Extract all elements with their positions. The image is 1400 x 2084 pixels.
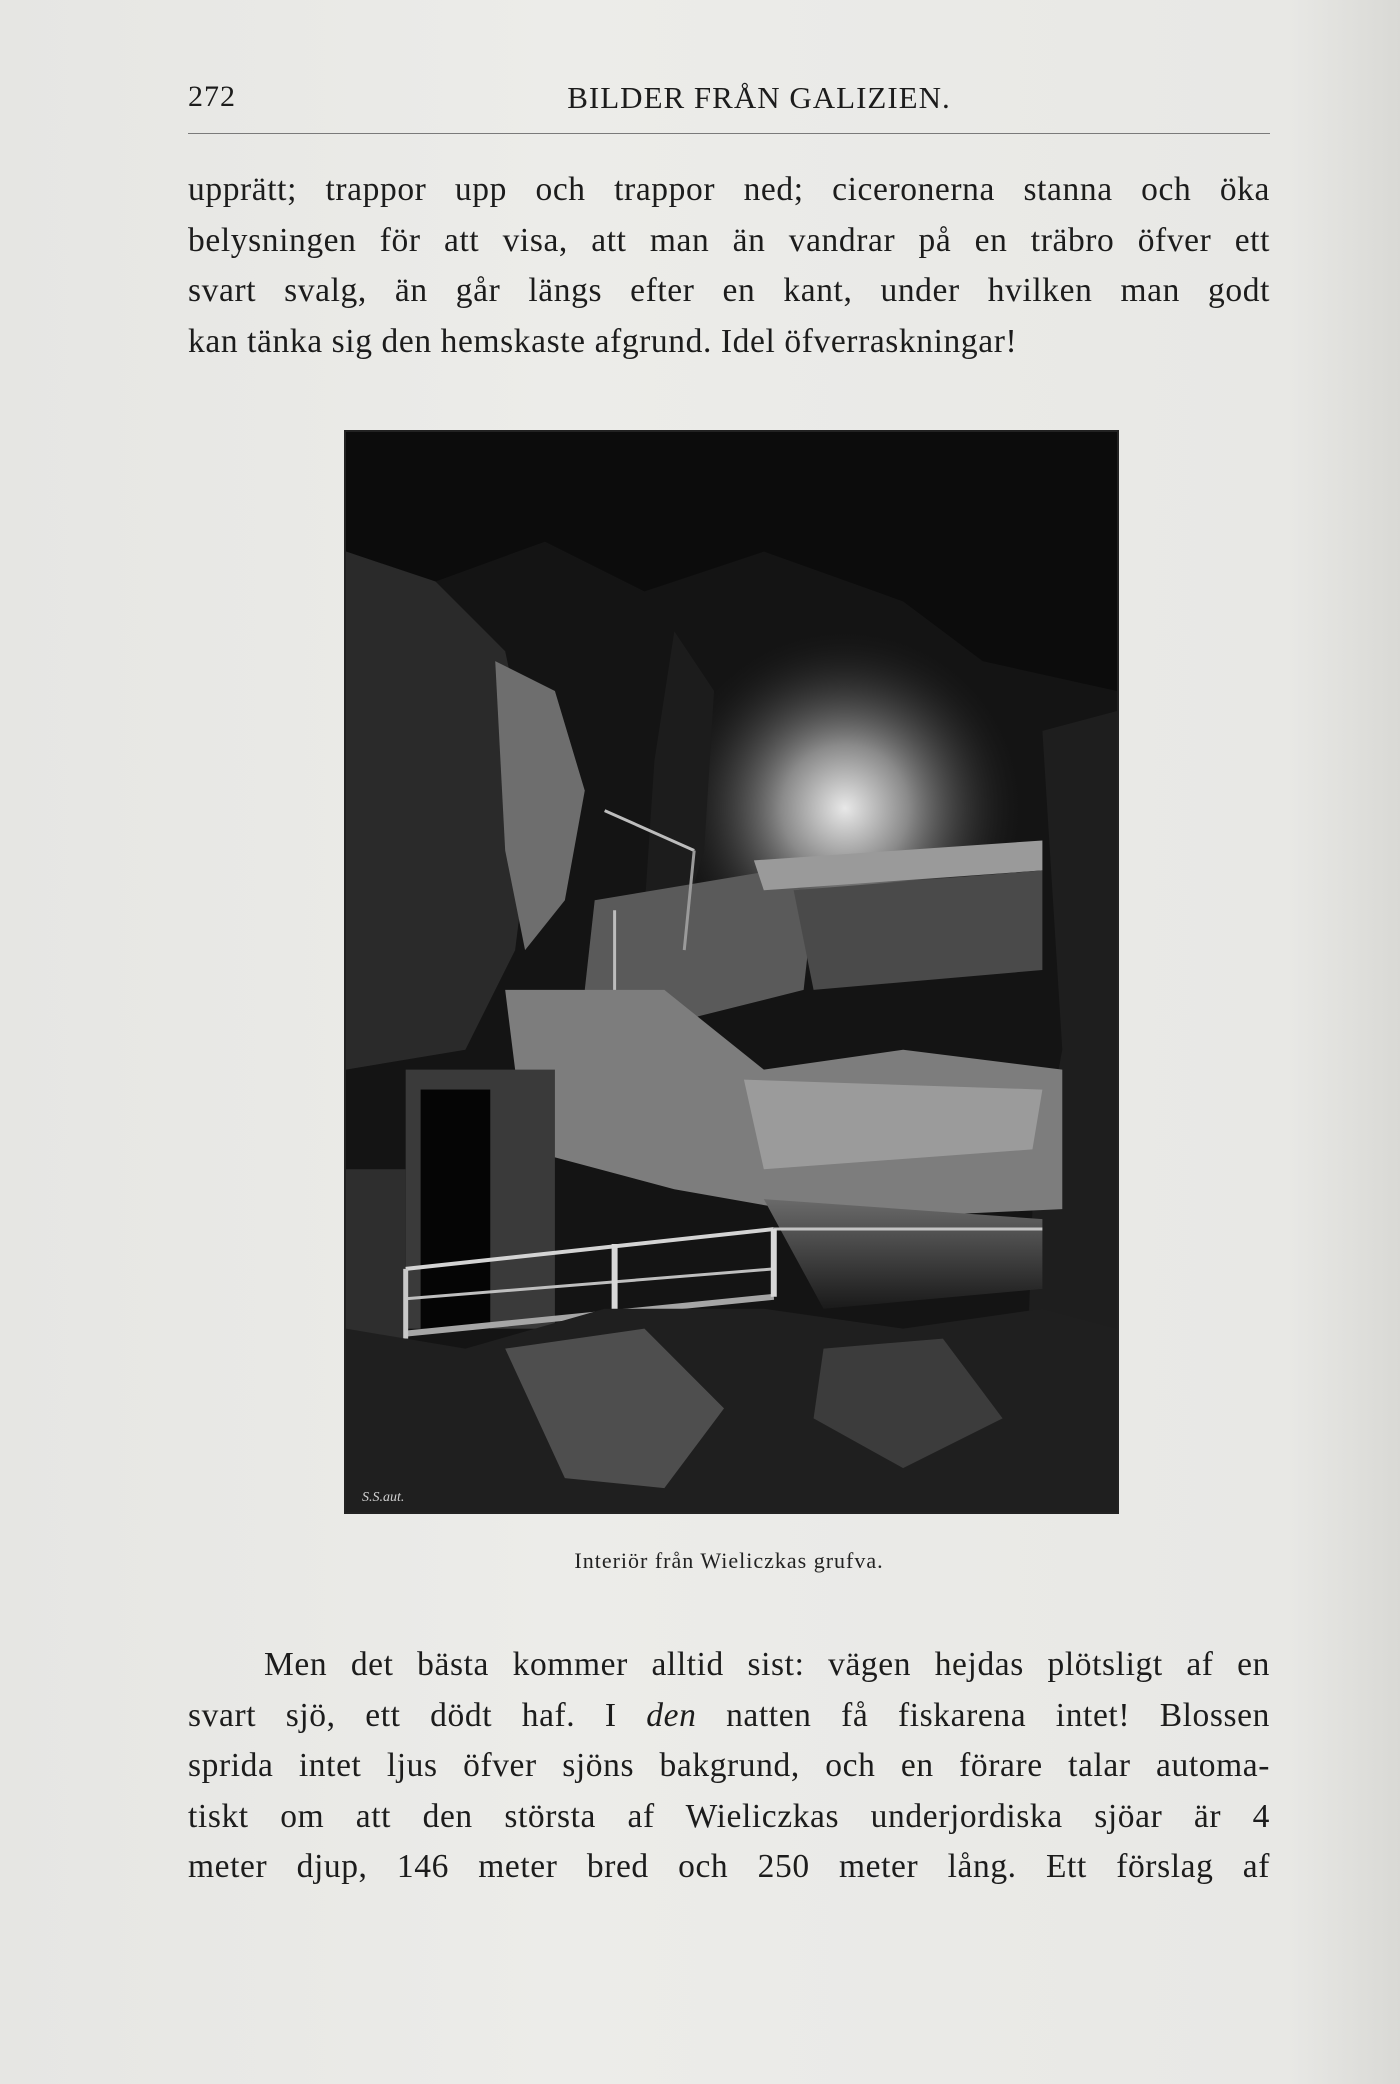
- text-run: svart sjö, ett dödt haf. I: [188, 1696, 647, 1734]
- text-line: kan tänka sig den hemskaste afgrund. Idel öfverraskningar!: [188, 322, 1018, 360]
- text-line: [188, 1691, 1270, 1742]
- running-title: BILDER FRÅN GALIZIEN.: [567, 80, 951, 115]
- text-line: belysningen för att visa, att man än vandrar på en träbro öfver ett: [188, 221, 1270, 259]
- paragraph-1: [188, 165, 1270, 367]
- text-line: svart svalg, än går längs efter en kant, under hvilken man godt: [188, 272, 1270, 309]
- text-line: Men det bästa kommer alltid sist: vägen hejdas plötsligt af en: [264, 1646, 1270, 1683]
- engraving-image: [346, 432, 1117, 1512]
- page-number: 272: [188, 80, 236, 113]
- italic-run: den: [646, 1696, 697, 1734]
- text-line: sprida intet ljus öfver sjöns bakgrund, och en förare talar automa-: [188, 1747, 1270, 1784]
- text-line: upprätt; trappor upp och trappor ned; ciceronerna stanna och öka: [188, 171, 1270, 208]
- text-line: tiskt om att den största af Wieliczkas underjordiska sjöar är 4: [188, 1797, 1270, 1835]
- header-rule: [188, 133, 1270, 134]
- page-header: [188, 72, 1270, 122]
- text-line: meter djup, 146 meter bred och 250 meter lång. Ett förslag af: [188, 1848, 1270, 1885]
- engraver-signature: S.S.aut.: [362, 1490, 405, 1505]
- figure-caption: Interiör från Wieliczkas grufva.: [574, 1548, 884, 1573]
- paragraph-2: [188, 1640, 1270, 1893]
- text-run: natten få fiskarena intet! Blossen: [696, 1696, 1270, 1734]
- mine-interior-illustration: [344, 430, 1119, 1514]
